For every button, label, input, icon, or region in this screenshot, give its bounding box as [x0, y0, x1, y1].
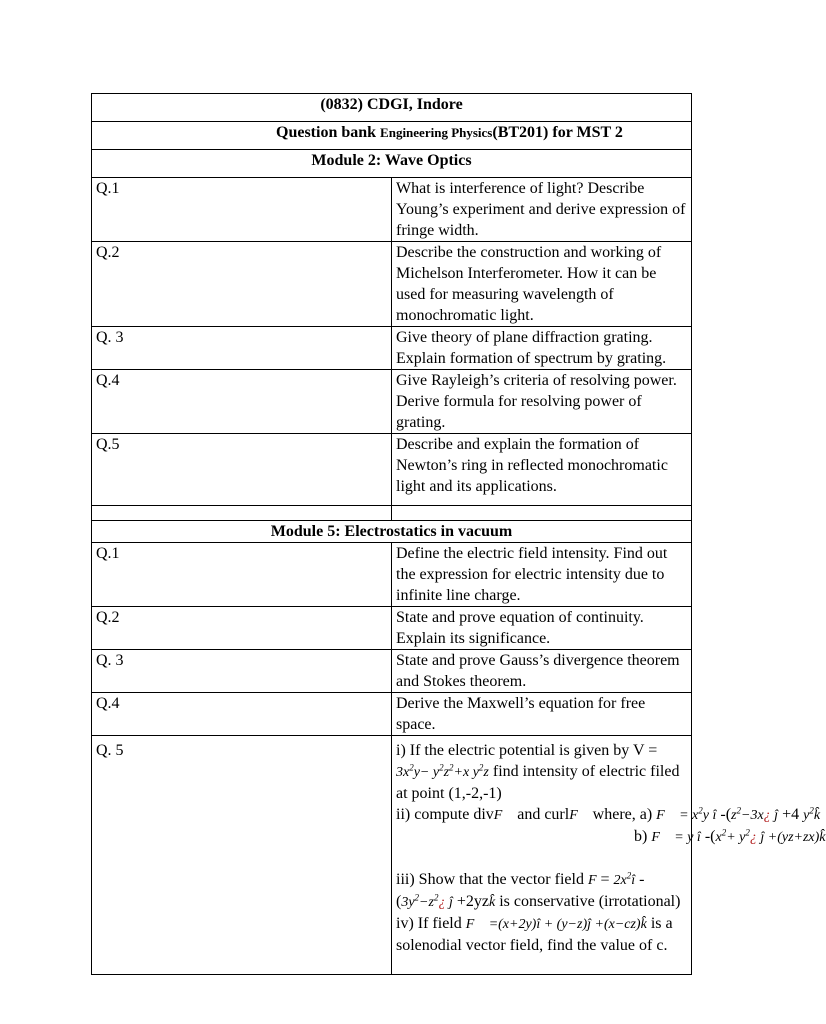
module5-header-row — [92, 521, 692, 543]
spacer-cell — [392, 506, 692, 521]
vector-field-b: F⃗ = y î — [651, 830, 701, 845]
vector-field-d: F⃗ =(x+2y)î + (y−z)ĵ +(x−cz)k̂ — [465, 917, 647, 932]
question-text — [392, 736, 826, 975]
qb-prefix: Question bank — [276, 124, 377, 141]
question-text: State and prove Gauss’s divergence theorem and Stokes theorem. — [392, 650, 692, 693]
table-row — [92, 178, 692, 242]
q5-part-i — [396, 740, 687, 804]
vector-field-a-k: $y^2k̂$ — [803, 805, 821, 823]
q5-part-iv-lead: iv) If field — [396, 915, 466, 932]
module2-header-row — [92, 150, 692, 178]
module5-title: Module 5: Electrostatics in vacuum — [92, 521, 692, 543]
question-number: Q.5 — [92, 434, 392, 506]
vector-field-c-k: k̂ — [488, 895, 496, 910]
vector-field-c-rest: ĵ — [445, 895, 453, 910]
q5-part-ii-b: b) F⃗ = y î $-(x^2+$ $y^2¿$ ĵ +(yz+zx)k̂ — [634, 827, 826, 845]
question-number: Q. 5 — [92, 736, 392, 975]
question-bank-row — [92, 122, 692, 150]
question-bank-table — [91, 93, 826, 975]
institute-row — [92, 94, 692, 122]
question-text: What is interference of light? Describe Young’s experiment and derive expression of fringe width. — [392, 178, 692, 242]
question-number: Q.4 — [92, 370, 392, 434]
table-row — [92, 693, 692, 736]
question-text: Describe and explain the formation of Newton’s ring in reflected monochromatic light and its applications. — [392, 434, 692, 506]
q5-part-ii: ii) compute divF⃗ and curlF⃗ where, a) F⃗ = $x^2y$ î $-(z^2-3x¿$ ĵ +4 $y^2k̂$ — [396, 805, 821, 823]
question-text: Describe the construction and working of Michelson Interferometer. How it can be used for measuring wavelength of monochromatic light. — [392, 242, 692, 327]
institute-title: (0832) CDGI, Indore — [92, 94, 692, 122]
vector-f-symbol: F⃗ — [493, 808, 514, 823]
question-number: Q. 3 — [92, 327, 392, 370]
q5-part-iv — [396, 913, 687, 956]
q5-part-i-tail: find intensity of electric filed at point (1,-2,-1) — [396, 763, 680, 802]
q5-part-iii-tail: is conservative (irrotational) — [495, 893, 681, 910]
vector-field-c-i: $2x^2î$ — [613, 870, 636, 888]
question-text: Give Rayleigh’s criteria of resolving power. Derive formula for resolving power of grating. — [392, 370, 692, 434]
vector-field-a: F⃗ = $x^2y$ î — [656, 805, 717, 823]
spacer-cell — [92, 506, 392, 521]
table-row — [92, 242, 692, 327]
question-number: Q.1 — [92, 543, 392, 607]
table-row — [92, 434, 692, 506]
blank-line — [396, 848, 687, 869]
question-text: Give theory of plane diffraction grating. Explain formation of spectrum by grating. — [392, 327, 692, 370]
q5-part-iii: iii) Show that the vector field $F = 2x^2î$ $-(3y^2-z^2¿$ ĵ +2yzk̂ is conservative (irrotational) — [396, 870, 681, 910]
vector-field-c-j: $3y^2-z^2$ — [401, 892, 439, 910]
table-row — [92, 327, 692, 370]
table-row — [92, 736, 692, 975]
q5-part-ii-mid: and curl — [513, 806, 570, 823]
vector-f-symbol: F⃗ — [569, 808, 589, 823]
glyph-marker: ¿ — [438, 895, 446, 910]
glyph-marker: ¿ — [763, 808, 771, 823]
q5-part-iv-tail: is a solenodial vector field, find the value of c. — [396, 915, 673, 954]
qb-suffix: (BT201) for MST 2 — [492, 124, 623, 141]
potential-expression: $3x^2y- y^2z^2+x$ $y^2z$ — [396, 762, 489, 780]
table-row — [92, 607, 692, 650]
vector-field-a-rest: ĵ — [770, 808, 779, 823]
question-number: Q.4 — [92, 693, 392, 736]
question-bank-title — [92, 122, 692, 150]
question-number: Q.2 — [92, 242, 392, 327]
module2-title: Module 2: Wave Optics — [92, 150, 692, 178]
glyph-marker: ¿ — [749, 830, 757, 845]
vector-field-b-j: $x^2+ y^2$ — [715, 827, 750, 845]
question-number: Q.1 — [92, 178, 392, 242]
qb-subject: Engineering Physics — [380, 125, 493, 140]
q5-part-i-lead: i) If the electric potential is given by V = — [396, 742, 658, 759]
question-text: Define the electric field intensity. Find out the expression for electric intensity due to infinite line charge. — [392, 543, 692, 607]
table-row — [92, 543, 692, 607]
q5-part-iii-lead: iii) Show that the vector field — [396, 871, 588, 888]
vector-field-a-j: $z^2-3x$ — [731, 805, 764, 823]
question-number: Q.2 — [92, 607, 392, 650]
question-number: Q. 3 — [92, 650, 392, 693]
question-text: State and prove equation of continuity. Explain its significance. — [392, 607, 692, 650]
question-text: Derive the Maxwell’s equation for free space. — [392, 693, 692, 736]
q5-part-ii-b-label: b) — [634, 828, 652, 845]
q5-part-ii-where: where, a) — [588, 806, 657, 823]
vector-field-c: F — [587, 873, 597, 888]
vector-field-b-rest: ĵ +(yz+zx)k̂ — [756, 830, 826, 845]
table-row — [92, 650, 692, 693]
q5-part-ii-lead: ii) compute div — [396, 806, 494, 823]
spacer-row — [92, 506, 692, 521]
table-row — [92, 370, 692, 434]
